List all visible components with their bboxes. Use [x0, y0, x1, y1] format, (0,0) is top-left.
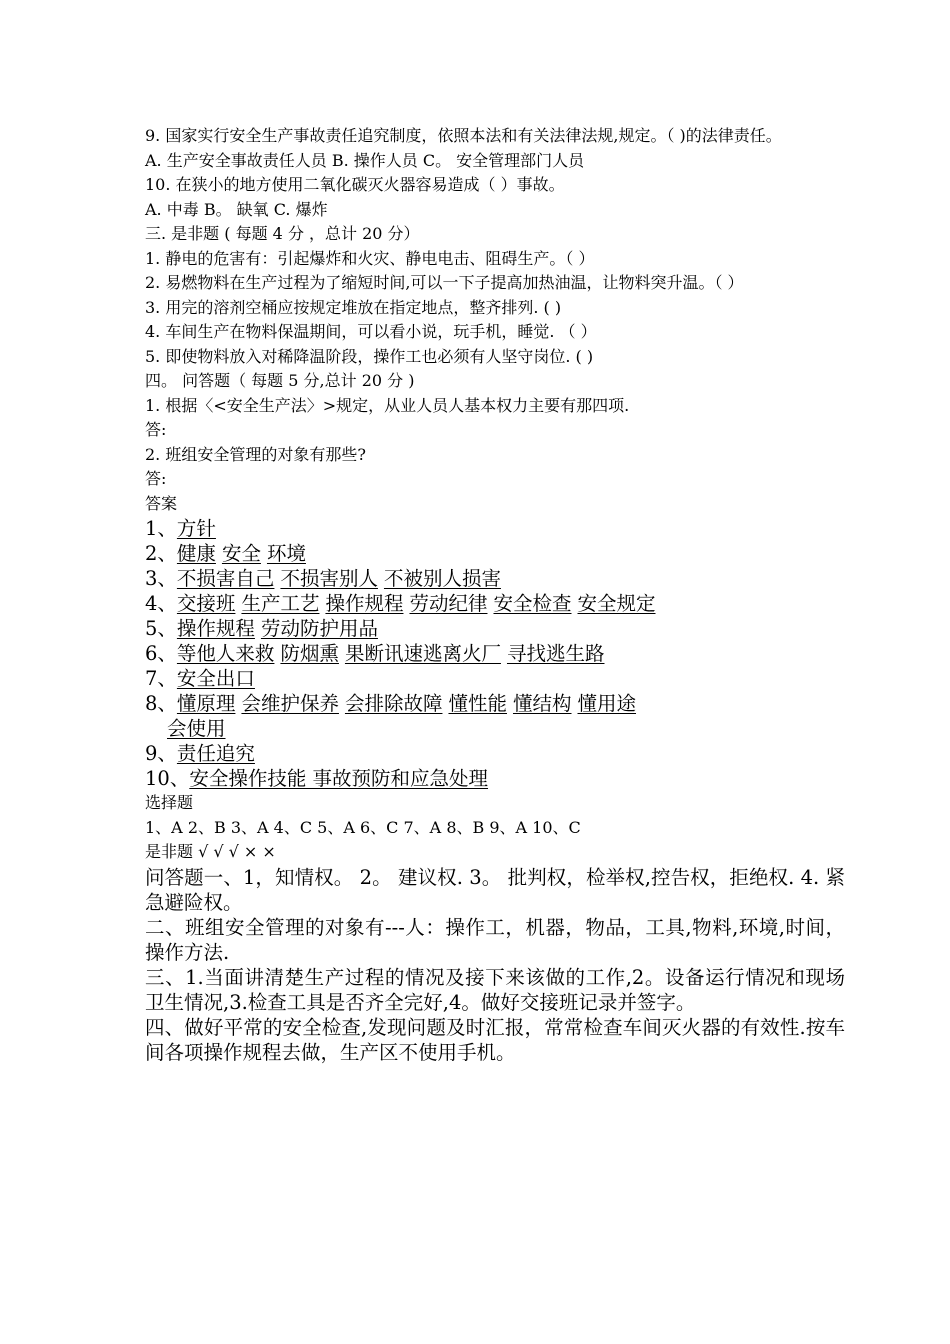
fill-answer-number: 10、 [145, 767, 190, 790]
fill-answer-part: 操作规程 [325, 592, 404, 615]
document-page [145, 124, 845, 1065]
fill-answer-4 [145, 591, 845, 616]
fill-answer-part: 安全 [221, 542, 261, 565]
fill-answer-2 [145, 541, 845, 566]
fill-answer-part: 劳动防护用品 [260, 617, 378, 640]
fill-answer-part: 懂原理 [176, 692, 236, 715]
tf-item-2: 2. 易燃物料在生产过程为了缩短时间,可以一下子提高加热油温，让物料突升温。（ ） [145, 273, 744, 292]
fill-answer-part: 安全出口 [176, 667, 255, 690]
qa-answer-2-label: 答: [145, 469, 167, 488]
fill-answer-number: 2、 [145, 542, 177, 565]
qa-answer-1: 问答题一、1，知情权。 2。 建议权. 3。 批判权，检举权,控告权，拒绝权. 4. 紧急避险权。 [145, 865, 845, 914]
fill-answer-3 [145, 566, 845, 591]
fill-answer-part: 寻找逃生路 [506, 642, 605, 665]
qa-question-2: 2. 班组安全管理的对象有那些? [145, 444, 366, 464]
qa-answer-4: 四、做好平常的安全检查,发现问题及时汇报，常常检查车间灭火器的有效性.按车间各项操作规程去做，生产区不使用手机。 [145, 1015, 845, 1064]
fill-answer-number: 7、 [145, 667, 177, 690]
fill-answer-part: 不损害自己 [176, 567, 275, 590]
fill-answer-part: 防烟熏 [280, 642, 339, 665]
fill-answer-part: 不被别人损害 [383, 567, 501, 590]
fill-answer-part: 环境 [266, 542, 306, 565]
fill-answer-part: 会排除故障 [344, 692, 443, 715]
fill-answer-part: 安全规定 [577, 592, 656, 615]
tf-item-1: 1. 静电的危害有：引起爆炸和火灾、静电电击、阻碍生产。（ ） [145, 248, 595, 268]
fill-answer-part: 交接班 [176, 592, 236, 615]
fill-answer-part: 方针 [176, 517, 216, 540]
section-3-heading: 三. 是非题 ( 每题 4 分 ，总计 20 分） [145, 224, 420, 243]
fill-answer-part: 操作规程 [176, 617, 255, 640]
tf-item-4: 4. 车间生产在物料保温期间，可以看小说，玩手机，睡觉. （ ） [145, 322, 597, 341]
fill-answer-8 [145, 691, 845, 716]
qa-answer-3: 三、1.当面讲清楚生产过程的情况及接下来该做的工作,2。设备运行情况和现场卫生情况,3.检查工具是否齐全完好,4。做好交接班记录并签字。 [145, 965, 845, 1014]
fill-answer-part: 懂结构 [512, 692, 572, 715]
fill-answer-part: 安全检查 [493, 592, 572, 615]
fill-answer-part: 懂性能 [448, 692, 507, 715]
fill-answer-part: 等他人来救 [176, 642, 275, 665]
choice-answers: 1、A 2、B 3、A 4、C 5、A 6、C 7、A 8、B 9、A 10、C [145, 817, 581, 837]
fill-answer-part: 健康 [176, 542, 216, 565]
fill-answer-part: 会维护保养 [241, 692, 339, 715]
fill-answer-number: 6、 [145, 642, 177, 665]
fill-answer-number: 9、 [145, 742, 177, 765]
fill-answer-part: 果断讯速逃离火厂 [344, 642, 501, 665]
fill-answer-8-continuation [145, 716, 845, 741]
fill-answer-part: 责任追究 [176, 742, 255, 765]
question-10: 10. 在狭小的地方使用二氧化碳灭火器容易造成（ ）事故。 [145, 175, 565, 194]
fill-answer-number: 3、 [145, 567, 177, 590]
fill-answer-number: 8、 [145, 692, 177, 715]
fill-answer-part: 懂用途 [577, 692, 637, 715]
fill-answer-7 [145, 666, 845, 691]
choice-answers-heading: 选择题 [145, 793, 194, 812]
fill-answer-number: 1、 [145, 517, 177, 540]
qa-answer-2: 二、班组安全管理的对象有---人：操作工，机器，物品，工具,物料,环境,时间，操作方法. [145, 915, 845, 964]
fill-answer-number: 5、 [145, 617, 177, 640]
fill-answer-part: 会使用 [167, 717, 226, 740]
fill-answer-10 [145, 766, 845, 791]
tf-item-3: 3. 用完的溶剂空桶应按规定堆放在指定地点，整齐排列. ( ) [145, 297, 562, 317]
question-9: 9. 国家实行安全生产事故责任追究制度，依照本法和有关法律法规,规定。（ )的法律责任。 [145, 126, 782, 145]
true-false-answers: 是非题 √ √ √ × × [145, 842, 276, 861]
answers-heading: 答案 [145, 493, 178, 513]
fill-answer-part: 不损害别人 [280, 567, 378, 590]
fill-answer-9 [145, 741, 845, 766]
qa-question-1: 1. 根据〈<安全生产法〉>规定，从业人员人基本权力主要有那四项. [145, 395, 630, 415]
fill-answer-6 [145, 641, 845, 666]
tf-item-5: 5. 即使物料放入对稀降温阶段，操作工也必须有人坚守岗位. ( ) [145, 346, 594, 366]
fill-answer-part: 生产工艺 [241, 592, 320, 615]
qa-answer-1-label: 答: [145, 420, 167, 439]
section-4-heading: 四。 问答题（ 每题 5 分,总计 20 分 ) [145, 371, 415, 390]
fill-answer-part: 安全操作技能 事故预防和应急处理 [189, 767, 489, 790]
question-10-options: A. 中毒 B。 缺氧 C. 爆炸 [145, 199, 328, 219]
fill-answer-part: 劳动纪律 [409, 592, 488, 615]
fill-answer-number: 4、 [145, 592, 177, 615]
fill-answer-1 [145, 516, 845, 541]
fill-answer-5 [145, 616, 845, 641]
fill-answers-list [145, 516, 845, 716]
question-9-options: A. 生产安全事故责任人员 B. 操作人员 C。 安全管理部门人员 [145, 150, 585, 170]
